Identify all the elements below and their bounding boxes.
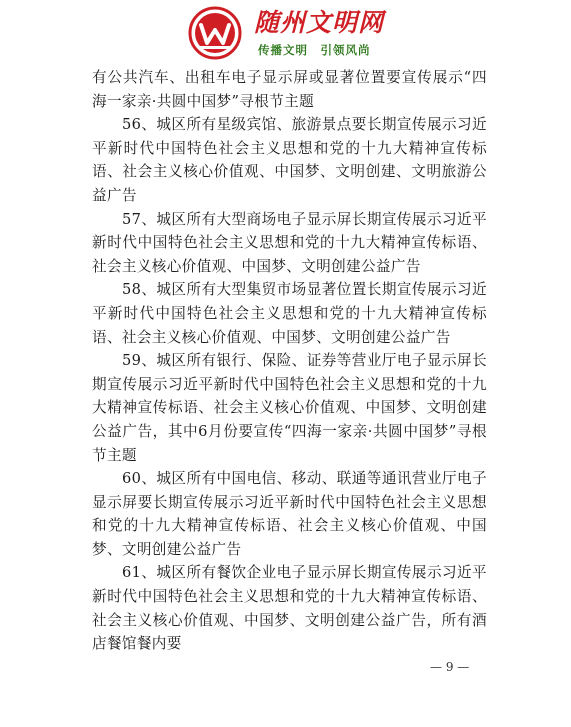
paragraph: 58、城区所有大型集贸市场显著位置长期宣传展示习近平新时代中国特色社会主义思想和党的十九大精神宣传标语、社会主义核心价值观、中国梦、文明创建公益广告 bbox=[92, 281, 487, 346]
document-body bbox=[92, 66, 487, 656]
brand-slogan: 传播文明 引领风尚 bbox=[258, 43, 371, 57]
paragraph: 61、城区所有餐饮企业电子显示屏长期宣传展示习近平新时代中国特色社会主义思想和党的十九大精神宣传标语、社会主义核心价值观、中国梦、文明创建公益广告，所有酒店餐馆餐内要 bbox=[92, 564, 487, 653]
paragraph: 有公共汽车、出租车电子显示屏或显著位置要宣传展示“四海一家亲·共圆中国梦”寻根节主题 bbox=[92, 69, 487, 110]
paragraph: 57、城区所有大型商场电子显示屏长期宣传展示习近平新时代中国特色社会主义思想和党的十九大精神宣传标语、社会主义核心价值观、中国梦、文明创建公益广告 bbox=[92, 210, 487, 275]
paragraph: 60、城区所有中国电信、移动、联通等通讯营业厅电子显示屏要长期宣传展示习近平新时代中国特色社会主义思想和党的十九大精神宣传标语、社会主义核心价值观、中国梦、文明创建公益广告 bbox=[92, 470, 487, 558]
site-watermark bbox=[188, 6, 408, 62]
site-logo-icon bbox=[188, 6, 242, 60]
paragraph: 59、城区所有银行、保险、证券等营业厅电子显示屏长期宣传展示习近平新时代中国特色社会主义思想和党的十九大精神宣传标语、社会主义核心价值观、中国梦、文明创建公益广告，其中6月份要宣传“四海一家亲·共圆中国梦”寻根节主题 bbox=[92, 352, 487, 464]
page-number: — 9 — bbox=[430, 660, 470, 674]
paragraph: 56、城区所有星级宾馆、旅游景点要长期宣传展示习近平新时代中国特色社会主义思想和党的十九大精神宣传标语、社会主义核心价值观、中国梦、文明创建、文明旅游公益广告 bbox=[92, 116, 487, 204]
brand-title: 随州文明网 bbox=[254, 8, 385, 37]
